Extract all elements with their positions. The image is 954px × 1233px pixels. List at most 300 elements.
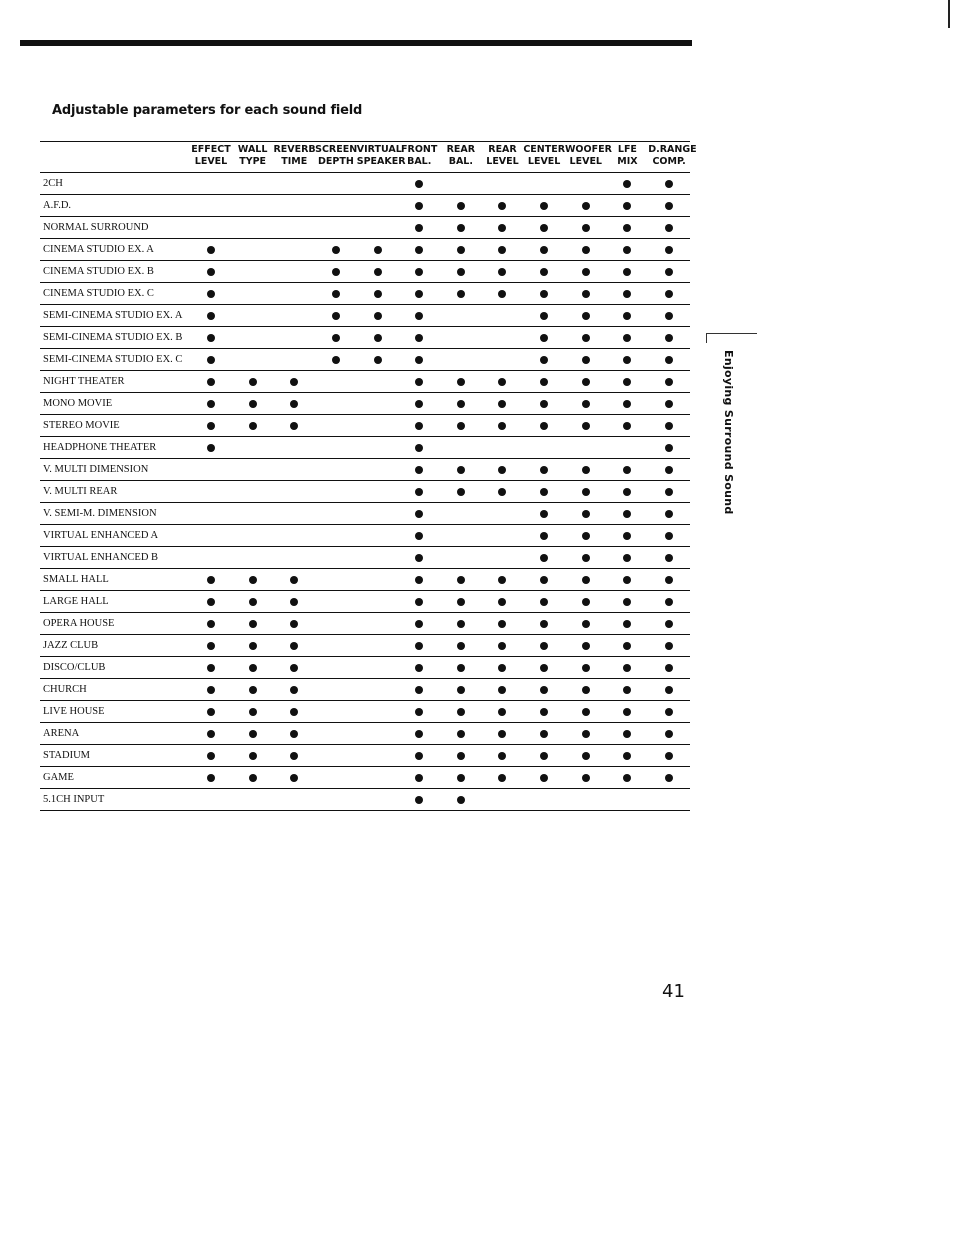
parameter-cell <box>648 459 690 481</box>
parameter-cell <box>523 327 565 349</box>
parameter-cell <box>398 349 440 371</box>
parameter-cell <box>482 349 524 371</box>
parameter-cell <box>357 745 399 767</box>
adjustable-dot-icon <box>582 268 590 276</box>
parameter-cell <box>523 547 565 569</box>
parameter-cell <box>190 371 232 393</box>
parameter-cell <box>440 789 482 811</box>
adjustable-dot-icon <box>498 224 506 232</box>
adjustable-dot-icon <box>665 334 673 342</box>
table-header-row <box>40 142 690 173</box>
adjustable-dot-icon <box>623 730 631 738</box>
adjustable-dot-icon <box>415 312 423 320</box>
adjustable-dot-icon <box>623 312 631 320</box>
adjustable-dot-icon <box>540 730 548 738</box>
adjustable-dot-icon <box>290 400 298 408</box>
parameter-cell <box>565 613 607 635</box>
parameter-cell <box>398 503 440 525</box>
column-header: REAR BAL. <box>446 144 476 167</box>
parameter-cell <box>607 481 649 503</box>
adjustable-dot-icon <box>290 642 298 650</box>
parameter-cell <box>440 657 482 679</box>
adjustable-dot-icon <box>207 378 215 386</box>
column-header: VIRTUAL SPEAKER <box>356 144 406 167</box>
sound-field-name: CINEMA STUDIO EX. B <box>40 261 190 283</box>
parameter-cell <box>273 437 315 459</box>
parameter-cell <box>273 195 315 217</box>
adjustable-dot-icon <box>207 598 215 606</box>
adjustable-dot-icon <box>540 510 548 518</box>
adjustable-dot-icon <box>207 730 215 738</box>
adjustable-dot-icon <box>457 488 465 496</box>
parameter-cell <box>398 525 440 547</box>
parameter-cell <box>315 393 357 415</box>
parameter-cell <box>648 283 690 305</box>
parameter-cell <box>190 239 232 261</box>
column-header: REVERB TIME <box>273 144 316 167</box>
parameter-cell <box>190 173 232 195</box>
parameter-cell <box>232 701 274 723</box>
parameter-cell <box>273 789 315 811</box>
adjustable-dot-icon <box>374 312 382 320</box>
parameter-cell <box>190 591 232 613</box>
parameter-cell <box>232 327 274 349</box>
table-row <box>40 217 690 239</box>
parameter-cell <box>357 217 399 239</box>
parameter-cell <box>190 789 232 811</box>
parameter-cell <box>398 371 440 393</box>
parameter-cell <box>523 371 565 393</box>
adjustable-dot-icon <box>582 224 590 232</box>
adjustable-dot-icon <box>290 730 298 738</box>
parameter-cell <box>523 591 565 613</box>
adjustable-dot-icon <box>207 774 215 782</box>
parameter-cell <box>523 393 565 415</box>
parameter-cell <box>607 569 649 591</box>
adjustable-dot-icon <box>249 400 257 408</box>
parameter-cell <box>482 481 524 503</box>
adjustable-dot-icon <box>665 488 673 496</box>
adjustable-dot-icon <box>249 576 257 584</box>
parameter-cell <box>190 261 232 283</box>
parameter-cell <box>398 261 440 283</box>
adjustable-dot-icon <box>665 290 673 298</box>
parameter-cell <box>190 283 232 305</box>
adjustable-dot-icon <box>415 730 423 738</box>
parameter-cell <box>565 657 607 679</box>
parameter-cell <box>357 261 399 283</box>
parameter-cell <box>607 525 649 547</box>
adjustable-dot-icon <box>540 774 548 782</box>
adjustable-dot-icon <box>540 290 548 298</box>
parameter-cell <box>565 371 607 393</box>
parameter-cell <box>565 327 607 349</box>
adjustable-dot-icon <box>207 400 215 408</box>
adjustable-dot-icon <box>457 422 465 430</box>
adjustable-dot-icon <box>665 708 673 716</box>
sound-field-name: STEREO MOVIE <box>40 415 190 437</box>
sound-field-name: VIRTUAL ENHANCED B <box>40 547 190 569</box>
adjustable-dot-icon <box>415 576 423 584</box>
parameter-cell <box>523 239 565 261</box>
adjustable-dot-icon <box>207 290 215 298</box>
parameter-cell <box>232 525 274 547</box>
parameter-cell <box>440 547 482 569</box>
parameter-cell <box>315 635 357 657</box>
adjustable-dot-icon <box>623 334 631 342</box>
adjustable-dot-icon <box>207 752 215 760</box>
parameter-cell <box>607 393 649 415</box>
parameter-cell <box>607 701 649 723</box>
adjustable-dot-icon <box>457 642 465 650</box>
adjustable-dot-icon <box>665 598 673 606</box>
adjustable-dot-icon <box>665 576 673 584</box>
parameter-cell <box>232 261 274 283</box>
parameter-cell <box>232 349 274 371</box>
adjustable-dot-icon <box>457 378 465 386</box>
parameter-cell <box>190 393 232 415</box>
parameter-cell <box>523 701 565 723</box>
adjustable-dot-icon <box>665 510 673 518</box>
parameter-cell <box>565 239 607 261</box>
adjustable-dot-icon <box>623 180 631 188</box>
parameter-cell <box>648 679 690 701</box>
adjustable-dot-icon <box>540 466 548 474</box>
parameter-cell <box>482 195 524 217</box>
parameter-cell <box>190 305 232 327</box>
parameter-cell <box>523 503 565 525</box>
parameter-cell <box>523 459 565 481</box>
parameter-cell <box>607 283 649 305</box>
parameter-cell <box>607 591 649 613</box>
parameter-cell <box>315 679 357 701</box>
parameter-cell <box>440 261 482 283</box>
adjustable-dot-icon <box>207 444 215 452</box>
parameter-cell <box>565 635 607 657</box>
parameter-cell <box>648 305 690 327</box>
parameter-cell <box>523 217 565 239</box>
adjustable-dot-icon <box>623 532 631 540</box>
parameter-cell <box>273 723 315 745</box>
adjustable-dot-icon <box>623 510 631 518</box>
adjustable-dot-icon <box>290 774 298 782</box>
parameter-cell <box>273 305 315 327</box>
parameter-cell <box>482 701 524 723</box>
parameter-cell <box>440 679 482 701</box>
sound-field-name: CINEMA STUDIO EX. A <box>40 239 190 261</box>
adjustable-dot-icon <box>540 224 548 232</box>
table-row <box>40 701 690 723</box>
adjustable-dot-icon <box>415 488 423 496</box>
adjustable-dot-icon <box>540 576 548 584</box>
adjustable-dot-icon <box>207 312 215 320</box>
adjustable-dot-icon <box>498 378 506 386</box>
adjustable-dot-icon <box>207 620 215 628</box>
adjustable-dot-icon <box>582 312 590 320</box>
adjustable-dot-icon <box>540 642 548 650</box>
parameter-cell <box>648 173 690 195</box>
parameter-cell <box>648 239 690 261</box>
adjustable-dot-icon <box>457 290 465 298</box>
parameter-cell <box>607 789 649 811</box>
adjustable-dot-icon <box>457 752 465 760</box>
parameter-cell <box>190 349 232 371</box>
parameter-cell <box>440 591 482 613</box>
adjustable-dot-icon <box>457 598 465 606</box>
parameter-cell <box>523 745 565 767</box>
parameter-cell <box>648 525 690 547</box>
sound-field-name: V. MULTI DIMENSION <box>40 459 190 481</box>
adjustable-dot-icon <box>623 554 631 562</box>
parameter-cell <box>482 393 524 415</box>
parameter-cell <box>607 635 649 657</box>
parameter-cell <box>523 349 565 371</box>
adjustable-dot-icon <box>540 268 548 276</box>
parameter-cell <box>648 503 690 525</box>
parameter-cell <box>565 437 607 459</box>
adjustable-dot-icon <box>498 620 506 628</box>
parameter-cell <box>648 745 690 767</box>
adjustable-dot-icon <box>415 400 423 408</box>
parameter-cell <box>565 745 607 767</box>
adjustable-dot-icon <box>665 532 673 540</box>
parameter-cell <box>273 459 315 481</box>
parameter-cell <box>315 767 357 789</box>
adjustable-dot-icon <box>457 730 465 738</box>
adjustable-dot-icon <box>415 180 423 188</box>
parameter-cell <box>523 767 565 789</box>
parameter-cell <box>607 459 649 481</box>
adjustable-dot-icon <box>415 422 423 430</box>
adjustable-dot-icon <box>665 774 673 782</box>
table-row <box>40 635 690 657</box>
parameter-cell <box>398 613 440 635</box>
table-row <box>40 283 690 305</box>
parameter-cell <box>648 217 690 239</box>
parameter-cell <box>440 327 482 349</box>
parameter-cell <box>315 173 357 195</box>
parameter-cell <box>398 437 440 459</box>
adjustable-dot-icon <box>498 730 506 738</box>
sound-field-name: CINEMA STUDIO EX. C <box>40 283 190 305</box>
parameter-cell <box>232 723 274 745</box>
table-row <box>40 415 690 437</box>
sound-field-name: A.F.D. <box>40 195 190 217</box>
adjustable-dot-icon <box>415 356 423 364</box>
sound-field-name: SEMI-CINEMA STUDIO EX. C <box>40 349 190 371</box>
parameter-cell <box>357 767 399 789</box>
parameter-cell <box>523 283 565 305</box>
parameter-cell <box>190 723 232 745</box>
adjustable-dot-icon <box>582 466 590 474</box>
parameter-cell <box>565 481 607 503</box>
adjustable-dot-icon <box>623 752 631 760</box>
parameter-cell <box>315 459 357 481</box>
parameter-cell <box>232 547 274 569</box>
adjustable-dot-icon <box>415 510 423 518</box>
parameter-cell <box>607 503 649 525</box>
sound-field-name: CHURCH <box>40 679 190 701</box>
sound-field-name: NIGHT THEATER <box>40 371 190 393</box>
adjustable-dot-icon <box>457 796 465 804</box>
parameter-cell <box>440 239 482 261</box>
adjustable-dot-icon <box>498 598 506 606</box>
parameter-cell <box>565 173 607 195</box>
adjustable-dot-icon <box>498 400 506 408</box>
parameter-cell <box>357 173 399 195</box>
parameter-cell <box>607 261 649 283</box>
parameter-cell <box>357 679 399 701</box>
table-row <box>40 723 690 745</box>
parameter-cell <box>523 261 565 283</box>
adjustable-dot-icon <box>623 202 631 210</box>
adjustable-dot-icon <box>623 400 631 408</box>
parameter-cell <box>607 547 649 569</box>
parameter-cell <box>607 415 649 437</box>
parameter-cell <box>232 437 274 459</box>
parameter-cell <box>315 195 357 217</box>
parameter-cell <box>607 437 649 459</box>
adjustable-dot-icon <box>623 422 631 430</box>
parameter-cell <box>523 305 565 327</box>
adjustable-dot-icon <box>665 664 673 672</box>
adjustable-dot-icon <box>582 664 590 672</box>
parameter-cell <box>315 327 357 349</box>
adjustable-dot-icon <box>623 224 631 232</box>
parameter-cell <box>190 613 232 635</box>
parameter-cell <box>482 503 524 525</box>
adjustable-dot-icon <box>415 642 423 650</box>
adjustable-dot-icon <box>540 356 548 364</box>
parameter-cell <box>232 657 274 679</box>
parameter-cell <box>648 327 690 349</box>
parameter-cell <box>315 503 357 525</box>
parameter-cell <box>398 481 440 503</box>
sound-field-name: HEADPHONE THEATER <box>40 437 190 459</box>
adjustable-dot-icon <box>415 532 423 540</box>
parameter-cell <box>232 195 274 217</box>
adjustable-dot-icon <box>457 466 465 474</box>
adjustable-dot-icon <box>540 334 548 342</box>
adjustable-dot-icon <box>540 532 548 540</box>
parameter-cell <box>565 679 607 701</box>
adjustable-dot-icon <box>665 620 673 628</box>
adjustable-dot-icon <box>332 356 340 364</box>
adjustable-dot-icon <box>415 378 423 386</box>
parameter-cell <box>440 305 482 327</box>
parameter-cell <box>273 217 315 239</box>
parameter-cell <box>273 349 315 371</box>
parameter-cell <box>190 503 232 525</box>
column-header: EFFECT LEVEL <box>191 144 231 167</box>
parameter-cell <box>315 481 357 503</box>
adjustable-dot-icon <box>623 620 631 628</box>
adjustable-dot-icon <box>415 774 423 782</box>
adjustable-dot-icon <box>498 664 506 672</box>
adjustable-dot-icon <box>290 620 298 628</box>
column-header: FRONT BAL. <box>401 144 438 167</box>
adjustable-dot-icon <box>249 752 257 760</box>
parameter-cell <box>440 745 482 767</box>
adjustable-dot-icon <box>498 576 506 584</box>
parameter-cell <box>523 569 565 591</box>
sound-field-name: SEMI-CINEMA STUDIO EX. B <box>40 327 190 349</box>
parameter-cell <box>357 437 399 459</box>
parameter-cell <box>482 459 524 481</box>
parameter-cell <box>273 173 315 195</box>
parameter-cell <box>232 481 274 503</box>
parameter-cell <box>648 393 690 415</box>
adjustable-dot-icon <box>665 752 673 760</box>
adjustable-dot-icon <box>665 422 673 430</box>
sound-field-name: DISCO/CLUB <box>40 657 190 679</box>
column-header: CENTER LEVEL <box>523 144 566 167</box>
parameter-cell <box>565 415 607 437</box>
adjustable-dot-icon <box>582 730 590 738</box>
table-row <box>40 261 690 283</box>
parameter-cell <box>607 349 649 371</box>
parameter-cell <box>482 547 524 569</box>
parameter-cell <box>482 283 524 305</box>
parameter-cell <box>315 525 357 547</box>
adjustable-dot-icon <box>415 224 423 232</box>
page-number: 41 <box>662 981 685 1002</box>
adjustable-dot-icon <box>540 246 548 254</box>
parameter-cell <box>190 569 232 591</box>
adjustable-dot-icon <box>207 334 215 342</box>
parameter-cell <box>648 481 690 503</box>
parameter-cell <box>190 525 232 547</box>
parameter-cell <box>398 767 440 789</box>
adjustable-dot-icon <box>623 466 631 474</box>
adjustable-dot-icon <box>374 334 382 342</box>
adjustable-dot-icon <box>249 664 257 672</box>
parameter-cell <box>273 547 315 569</box>
adjustable-dot-icon <box>290 708 298 716</box>
parameter-cell <box>232 239 274 261</box>
parameter-cell <box>482 657 524 679</box>
table-row <box>40 679 690 701</box>
adjustable-dot-icon <box>249 774 257 782</box>
parameter-cell <box>607 613 649 635</box>
parameter-cell <box>607 767 649 789</box>
parameter-cell <box>440 217 482 239</box>
parameter-cell <box>440 371 482 393</box>
column-header: LFE MIX <box>617 144 638 167</box>
parameter-cell <box>357 239 399 261</box>
parameter-cell <box>190 481 232 503</box>
adjustable-dot-icon <box>665 356 673 364</box>
adjustable-dot-icon <box>540 202 548 210</box>
adjustable-dot-icon <box>207 246 215 254</box>
adjustable-dot-icon <box>415 290 423 298</box>
section-title: Adjustable parameters for each sound field <box>52 103 363 118</box>
adjustable-dot-icon <box>623 774 631 782</box>
adjustable-dot-icon <box>415 268 423 276</box>
adjustable-dot-icon <box>498 422 506 430</box>
adjustable-dot-icon <box>332 312 340 320</box>
parameter-cell <box>315 723 357 745</box>
adjustable-dot-icon <box>665 180 673 188</box>
parameter-cell <box>565 767 607 789</box>
column-header: D.RANGE COMP. <box>648 144 697 167</box>
adjustable-dot-icon <box>582 598 590 606</box>
adjustable-dot-icon <box>582 554 590 562</box>
adjustable-dot-icon <box>665 642 673 650</box>
table-row <box>40 195 690 217</box>
adjustable-dot-icon <box>457 774 465 782</box>
parameter-cell <box>273 239 315 261</box>
